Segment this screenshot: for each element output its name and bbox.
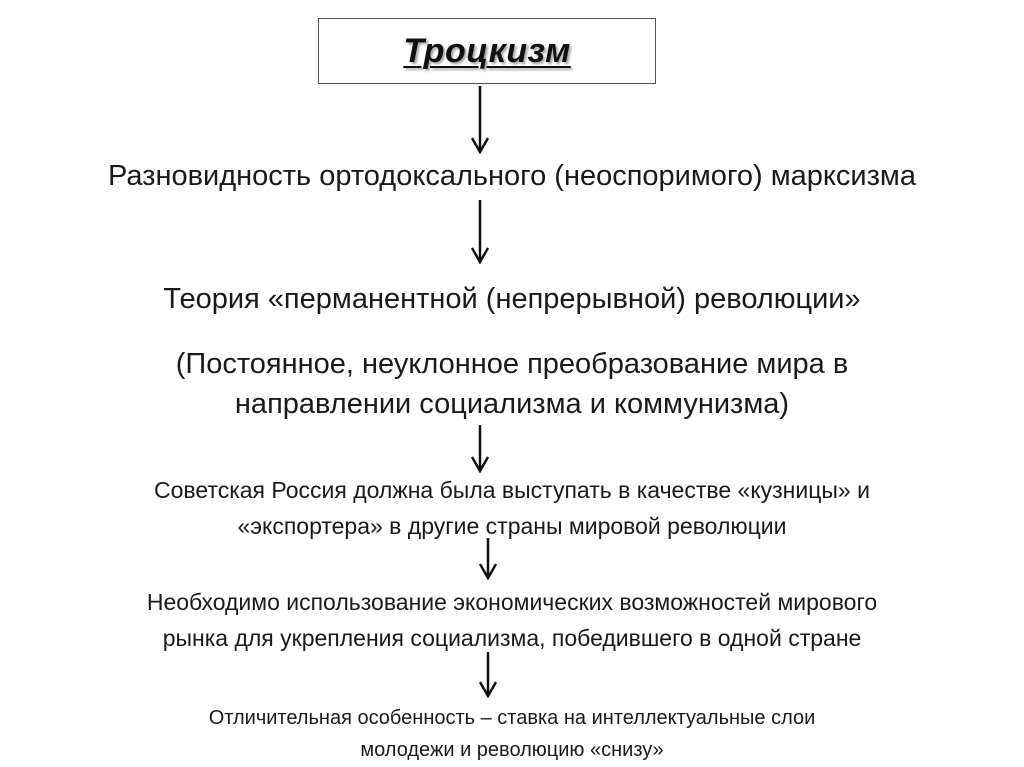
node-soviet-russia <box>30 472 994 544</box>
node-line: Теория «перманентной (непрерывной) революции» <box>163 283 861 315</box>
node-distinctive-feature <box>60 702 964 766</box>
node-line: направлении социализма и коммунизма) <box>234 388 790 420</box>
node-transformation <box>40 344 984 424</box>
arrow-down-icon <box>469 200 491 264</box>
node-world-market <box>20 584 1004 656</box>
arrow-down-icon <box>469 425 491 473</box>
node-line: Необходимо использование экономических возможностей мирового <box>146 589 878 615</box>
diagram-title: Троцкизм <box>403 31 571 70</box>
node-line: Советская Россия должна была выступать в качестве «кузницы» и <box>154 477 870 503</box>
title-box <box>318 18 656 84</box>
arrow-down-icon <box>469 86 491 154</box>
node-line: Отличительная особенность – ставка на интеллектуальные слои <box>208 707 816 729</box>
node-line: Разновидность ортодоксального (неоспоримого) марксизма <box>107 160 916 192</box>
node-orthodox-marxism <box>20 158 1004 194</box>
node-line: (Постоянное, неуклонное преобразование мира в <box>175 348 849 380</box>
arrow-down-icon <box>477 538 499 580</box>
node-permanent-revolution <box>20 280 1004 318</box>
node-line: рынка для укрепления социализма, победившего в одной стране <box>162 625 862 651</box>
node-line: «экспортера» в другие страны мировой революции <box>237 513 787 539</box>
node-line: молодежи и революцию «снизу» <box>360 739 664 761</box>
arrow-down-icon <box>477 652 499 698</box>
